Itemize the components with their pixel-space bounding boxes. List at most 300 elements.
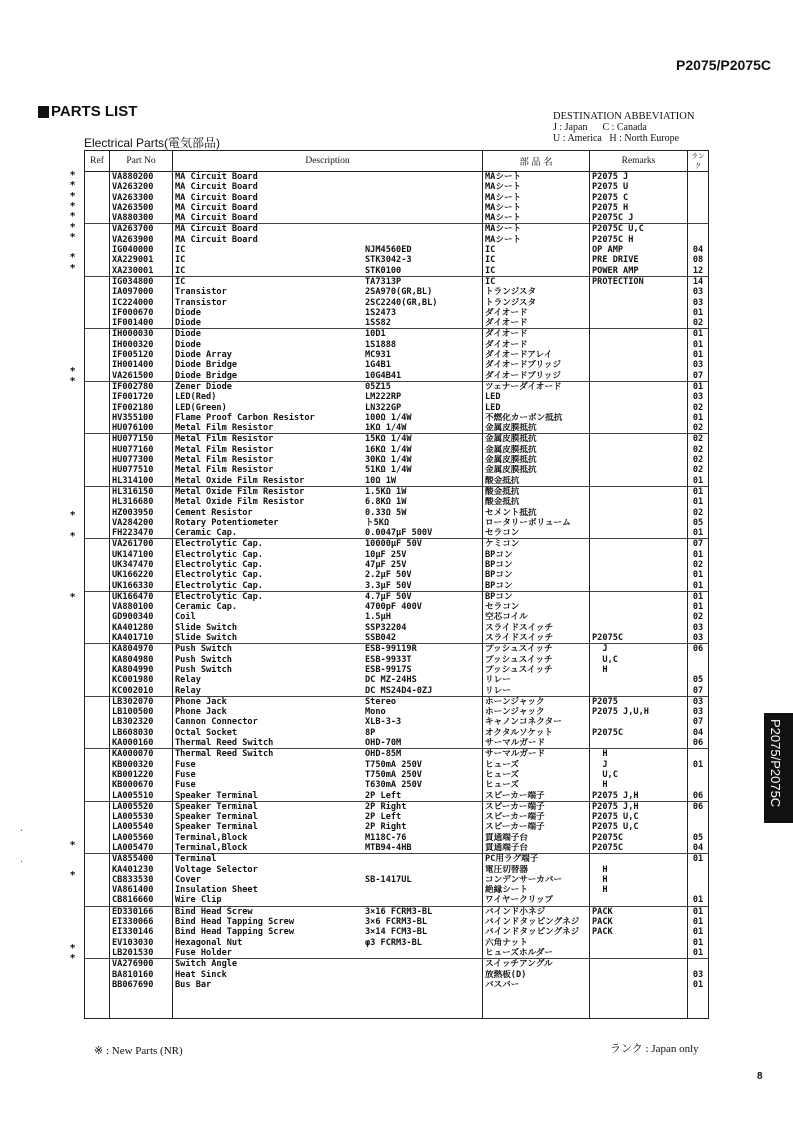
remarks-cell <box>590 518 688 528</box>
description-text: Diode Array <box>175 350 232 361</box>
ref-cell <box>85 917 110 927</box>
jp-name-cell: リレー <box>483 675 590 685</box>
rank-cell: 02 <box>688 423 709 434</box>
jp-name-cell: IC <box>483 276 590 287</box>
description-cell <box>173 865 483 875</box>
remarks-cell: P2075C <box>590 633 688 644</box>
value-text: 4.7μF 50V <box>365 591 412 602</box>
description-text: Metal Film Resistor <box>175 455 274 466</box>
remarks-cell <box>590 298 688 308</box>
description-text: IC <box>175 245 186 256</box>
description-text: Bind Head Tapping Screw <box>175 917 294 928</box>
ref-cell <box>85 948 110 959</box>
jp-name-cell: 電圧切替器 <box>483 865 590 875</box>
table-row <box>85 644 709 655</box>
description-cell <box>173 235 483 245</box>
value-text: Stereo <box>365 696 397 707</box>
description-text: Cover <box>175 874 201 885</box>
jp-name-cell: スイッチアングル <box>483 959 590 970</box>
new-part-marker: * <box>70 592 76 604</box>
new-part-marker: * <box>70 221 76 233</box>
new-part-marker: * <box>70 942 76 954</box>
description-cell <box>173 550 483 560</box>
value-text: 2P Right <box>365 801 407 812</box>
rank-cell <box>688 749 709 760</box>
jp-name-cell: バインド小ネジ <box>483 906 590 917</box>
value-text: 10G4B41 <box>365 370 402 381</box>
jp-name-cell: LED <box>483 392 590 402</box>
rank-cell: 05 <box>688 675 709 685</box>
table-row <box>85 182 709 192</box>
part-number-cell: BA810160 <box>110 970 173 980</box>
ref-cell <box>85 381 110 392</box>
description-text: Speaker Terminal <box>175 812 258 823</box>
jp-name-cell: ケミコン <box>483 539 590 550</box>
col-header-jp-name: 部 品 名 <box>483 151 590 172</box>
part-number-cell: KB000320 <box>110 760 173 770</box>
table-row <box>85 550 709 560</box>
rank-cell: 01 <box>688 340 709 350</box>
side-tab-label: P2075/P2075C <box>768 719 783 808</box>
jp-name-cell: ツェナーダイオード <box>483 381 590 392</box>
rank-cell <box>688 665 709 675</box>
new-parts-note: ※ : New Parts (NR) <box>94 1045 183 1057</box>
new-part-marker: * <box>70 252 76 264</box>
ref-cell <box>85 675 110 685</box>
rank-cell: 01 <box>688 948 709 959</box>
value-text: DC MS24D4-0ZJ <box>365 685 433 696</box>
remarks-cell: PRE DRIVE <box>590 255 688 265</box>
ref-cell <box>85 350 110 360</box>
remarks-cell: P2075C <box>590 843 688 854</box>
jp-name-cell: スピーカー端子 <box>483 791 590 802</box>
jp-name-cell: プッシュスイッチ <box>483 665 590 675</box>
table-row <box>85 371 709 382</box>
destination-line-1: J : Japan C : Canada <box>553 122 647 133</box>
remarks-cell <box>590 318 688 329</box>
col-header-rank: ランク <box>688 151 709 172</box>
new-part-marker: * <box>70 376 76 387</box>
ref-cell <box>85 287 110 297</box>
jp-name-cell: プッシュスイッチ <box>483 644 590 655</box>
jp-name-cell: IC <box>483 255 590 265</box>
new-part-marker: * <box>70 509 76 521</box>
jp-name-cell: 酸金抵抗 <box>483 497 590 507</box>
ref-cell <box>85 875 110 885</box>
part-number-cell: HV355100 <box>110 413 173 423</box>
ref-cell <box>85 570 110 580</box>
table-row <box>85 612 709 622</box>
jp-name-cell: 金属皮膜抵抗 <box>483 465 590 475</box>
ref-cell <box>85 696 110 707</box>
value-text: 1.5μH <box>365 612 391 623</box>
section-title-text: PARTS LIST <box>51 103 138 120</box>
ref-cell <box>85 927 110 937</box>
table-row <box>85 980 709 1019</box>
jp-name-cell: 金属皮膜抵抗 <box>483 423 590 434</box>
ref-cell <box>85 455 110 465</box>
jp-name-cell: 放熱板(D) <box>483 970 590 980</box>
description-cell <box>173 465 483 475</box>
jp-name-cell: ダイオードブリッジ <box>483 360 590 370</box>
ref-cell <box>85 213 110 224</box>
ref-cell <box>85 560 110 570</box>
jp-name-cell: 貫通端子台 <box>483 843 590 854</box>
description-cell <box>173 612 483 622</box>
remarks-cell: P2075 C <box>590 193 688 203</box>
ref-cell <box>85 581 110 592</box>
description-text: Phone Jack <box>175 696 227 707</box>
value-text: T750mA 250V <box>365 759 422 770</box>
description-cell <box>173 245 483 255</box>
description-cell <box>173 591 483 602</box>
ref-cell <box>85 770 110 780</box>
description-text: Phone Jack <box>175 707 227 718</box>
description-cell <box>173 707 483 717</box>
part-number-cell: HU077510 <box>110 465 173 475</box>
description-text: Metal Oxide Film Resistor <box>175 497 305 508</box>
description-text: MA Circuit Board <box>175 202 258 213</box>
jp-name-cell: 絶縁シート <box>483 885 590 895</box>
remarks-cell <box>590 476 688 487</box>
remarks-cell: PACK <box>590 906 688 917</box>
description-cell <box>173 455 483 465</box>
description-text: Coil <box>175 612 196 623</box>
rank-cell <box>688 959 709 970</box>
table-row <box>85 895 709 906</box>
part-number-cell: LB608030 <box>110 728 173 738</box>
ref-cell <box>85 655 110 665</box>
remarks-cell: P2075 J,U,H <box>590 707 688 717</box>
jp-name-cell: セラコン <box>483 602 590 612</box>
remarks-cell <box>590 329 688 340</box>
remarks-cell <box>590 350 688 360</box>
description-text: Transistor <box>175 297 227 308</box>
part-number-cell: IC224000 <box>110 298 173 308</box>
rank-cell: 01 <box>688 906 709 917</box>
ref-cell <box>85 276 110 287</box>
part-number-cell: IF002780 <box>110 381 173 392</box>
remarks-cell: PACK <box>590 927 688 937</box>
value-text: 4700pF 400V <box>365 602 422 613</box>
ref-cell <box>85 686 110 697</box>
part-number-cell: XA230001 <box>110 266 173 277</box>
value-text: STK0100 <box>365 265 402 276</box>
ref-cell <box>85 497 110 507</box>
rank-cell: 01 <box>688 350 709 360</box>
table-row <box>85 465 709 475</box>
jp-name-cell: 貫通端子台 <box>483 833 590 843</box>
remarks-cell <box>590 360 688 370</box>
value-text: 2SA970(GR,BL) <box>365 287 433 298</box>
rank-cell: 03 <box>688 623 709 633</box>
rank-cell: 08 <box>688 255 709 265</box>
part-number-cell: UK166330 <box>110 581 173 592</box>
remarks-cell: H <box>590 885 688 895</box>
value-text: 05Z15 <box>365 381 391 392</box>
rank-cell: 03 <box>688 287 709 297</box>
ref-cell <box>85 780 110 790</box>
value-text: 1G4B1 <box>365 360 391 371</box>
table-row <box>85 255 709 265</box>
table-row <box>85 906 709 917</box>
ref-cell <box>85 413 110 423</box>
table-row <box>85 560 709 570</box>
jp-name-cell: コンデンサーカバー <box>483 875 590 885</box>
table-row <box>85 486 709 497</box>
value-text: 47μF 25V <box>365 559 407 570</box>
part-number-cell: ED330166 <box>110 906 173 917</box>
jp-name-cell: PC用ラグ端子 <box>483 854 590 865</box>
remarks-cell <box>590 675 688 685</box>
col-header-remarks: Remarks <box>590 151 688 172</box>
description-text: Ceramic Cap. <box>175 528 238 539</box>
table-row <box>85 508 709 518</box>
remarks-cell: H <box>590 749 688 760</box>
table-row <box>85 833 709 843</box>
remarks-cell <box>590 602 688 612</box>
table-row <box>85 445 709 455</box>
col-header-part-no: Part No <box>110 151 173 172</box>
jp-name-cell: ダイオードブリッジ <box>483 371 590 382</box>
jp-name-cell: BPコン <box>483 560 590 570</box>
description-cell <box>173 938 483 948</box>
ref-cell <box>85 749 110 760</box>
jp-name-cell: ヒューズホルダー <box>483 948 590 959</box>
table-row <box>85 770 709 780</box>
ref-cell <box>85 906 110 917</box>
description-cell <box>173 906 483 917</box>
description-cell <box>173 497 483 507</box>
description-cell <box>173 203 483 213</box>
value-text: ESB-99119R <box>365 644 417 655</box>
destination-legend <box>553 111 694 144</box>
description-cell <box>173 423 483 434</box>
part-number-cell: VA880200 <box>110 172 173 183</box>
jp-name-cell: スライドスイッチ <box>483 623 590 633</box>
description-cell <box>173 791 483 802</box>
table-row <box>85 318 709 329</box>
value-text: OHD-85M <box>365 749 402 760</box>
value-text: 51KΩ 1/4W <box>365 465 412 476</box>
description-cell <box>173 875 483 885</box>
table-header-row <box>85 151 709 172</box>
jp-name-cell: 酸金抵抗 <box>483 476 590 487</box>
remarks-cell <box>590 381 688 392</box>
jp-name-cell: トランジスタ <box>483 298 590 308</box>
part-number-cell: HU076100 <box>110 423 173 434</box>
remarks-cell: P2075 U <box>590 182 688 192</box>
table-row <box>85 245 709 255</box>
value-text: 10000μF 50V <box>365 539 422 550</box>
part-number-cell: IF001720 <box>110 392 173 402</box>
part-number-cell: UK166470 <box>110 591 173 602</box>
rank-cell <box>688 203 709 213</box>
remarks-cell <box>590 528 688 539</box>
description-cell <box>173 329 483 340</box>
rank-cell: 01 <box>688 486 709 497</box>
description-text: Speaker Terminal <box>175 822 258 833</box>
description-cell <box>173 770 483 780</box>
table-row <box>85 927 709 937</box>
new-part-marker: * <box>70 839 76 851</box>
part-number-cell: EV103030 <box>110 938 173 948</box>
remarks-cell <box>590 738 688 749</box>
description-cell <box>173 213 483 224</box>
table-row <box>85 298 709 308</box>
jp-name-cell: ロータリーボリューム <box>483 518 590 528</box>
description-text: Cement Resistor <box>175 507 253 518</box>
part-number-cell: LB302320 <box>110 717 173 727</box>
jp-name-cell: ダイオードアレイ <box>483 350 590 360</box>
table-row <box>85 539 709 550</box>
rank-cell: 05 <box>688 833 709 843</box>
part-number-cell: LA005530 <box>110 812 173 822</box>
description-text: Electrolytic Cap. <box>175 559 263 570</box>
jp-name-cell: ダイオード <box>483 329 590 340</box>
rank-cell <box>688 213 709 224</box>
value-text: 16KΩ 1/4W <box>365 444 412 455</box>
part-number-cell: IG034800 <box>110 276 173 287</box>
part-number-cell: HL316680 <box>110 497 173 507</box>
jp-name-cell: MAシート <box>483 172 590 183</box>
ref-cell <box>85 707 110 717</box>
rank-cell: 01 <box>688 329 709 340</box>
part-number-cell: FH223470 <box>110 528 173 539</box>
remarks-cell: POWER AMP <box>590 266 688 277</box>
description-cell <box>173 403 483 413</box>
remarks-cell <box>590 371 688 382</box>
ref-cell <box>85 801 110 812</box>
ref-cell <box>85 843 110 854</box>
table-row <box>85 760 709 770</box>
jp-name-cell: ホーンジャック <box>483 696 590 707</box>
description-text: Fuse Holder <box>175 947 232 958</box>
remarks-cell: H <box>590 780 688 790</box>
rank-cell: 02 <box>688 465 709 475</box>
description-cell <box>173 308 483 318</box>
remarks-cell <box>590 560 688 570</box>
part-number-cell: LA005470 <box>110 843 173 854</box>
part-number-cell: KA401280 <box>110 623 173 633</box>
ref-cell <box>85 623 110 633</box>
parts-table <box>84 150 709 1019</box>
description-cell <box>173 276 483 287</box>
description-cell <box>173 560 483 570</box>
part-number-cell: KA401230 <box>110 865 173 875</box>
ref-cell <box>85 612 110 622</box>
remarks-cell: P2075C J <box>590 213 688 224</box>
table-row <box>85 780 709 790</box>
remarks-cell: P2075C <box>590 728 688 738</box>
remarks-cell <box>590 465 688 475</box>
remarks-cell <box>590 970 688 980</box>
part-number-cell: VA263200 <box>110 182 173 192</box>
parts-table-body <box>85 172 709 1019</box>
table-row <box>85 696 709 707</box>
description-text: Switch Angle <box>175 959 238 970</box>
ref-cell <box>85 203 110 213</box>
table-row <box>85 392 709 402</box>
remarks-cell: U,C <box>590 655 688 665</box>
description-text: Ceramic Cap. <box>175 602 238 613</box>
rank-cell: 02 <box>688 403 709 413</box>
part-number-cell: KB001220 <box>110 770 173 780</box>
margin-dot: · <box>20 826 24 837</box>
part-number-cell: HU077300 <box>110 455 173 465</box>
table-row <box>85 854 709 865</box>
description-text: Electrolytic Cap. <box>175 549 263 560</box>
ref-cell <box>85 644 110 655</box>
description-cell <box>173 822 483 832</box>
new-part-marker: * <box>70 211 76 223</box>
new-part-marker: * <box>70 180 76 192</box>
table-row <box>85 434 709 445</box>
ref-cell <box>85 340 110 350</box>
table-row <box>85 455 709 465</box>
value-text: 2P Left <box>365 790 402 801</box>
remarks-cell <box>590 570 688 580</box>
ref-cell <box>85 508 110 518</box>
description-cell <box>173 801 483 812</box>
col-header-ref: Ref <box>85 151 110 172</box>
part-number-cell: IF005120 <box>110 350 173 360</box>
description-cell <box>173 434 483 445</box>
value-text: XLB-3-3 <box>365 717 402 728</box>
value-text: DC MZ-24HS <box>365 675 417 686</box>
remarks-cell: P2075 J,H <box>590 791 688 802</box>
description-cell <box>173 318 483 329</box>
rank-cell: 01 <box>688 308 709 318</box>
description-text: Diode <box>175 329 201 340</box>
ref-cell <box>85 182 110 192</box>
jp-name-cell: MAシート <box>483 235 590 245</box>
table-row <box>85 686 709 697</box>
rank-cell: 03 <box>688 360 709 370</box>
description-cell <box>173 445 483 455</box>
rank-cell <box>688 780 709 790</box>
table-row <box>85 287 709 297</box>
remarks-cell: H <box>590 665 688 675</box>
ref-cell <box>85 528 110 539</box>
description-text: Diode <box>175 318 201 329</box>
table-row <box>85 518 709 528</box>
description-cell <box>173 959 483 970</box>
description-text: Terminal <box>175 854 217 865</box>
rank-cell <box>688 182 709 192</box>
table-row <box>85 172 709 183</box>
description-cell <box>173 623 483 633</box>
jp-name-cell: スライドスイッチ <box>483 633 590 644</box>
description-text: Electrolytic Cap. <box>175 580 263 591</box>
description-cell <box>173 644 483 655</box>
value-text: 0.33Ω 5W <box>365 507 407 518</box>
table-row <box>85 581 709 592</box>
rank-cell <box>688 770 709 780</box>
ref-cell <box>85 970 110 980</box>
description-cell <box>173 581 483 592</box>
ref-cell <box>85 539 110 550</box>
description-text: Speaker Terminal <box>175 790 258 801</box>
value-text: 6.8KΩ 1W <box>365 497 407 508</box>
ref-cell <box>85 193 110 203</box>
rank-cell: 01 <box>688 760 709 770</box>
description-cell <box>173 392 483 402</box>
part-number-cell: VA880300 <box>110 213 173 224</box>
rank-cell: 01 <box>688 570 709 580</box>
remarks-cell <box>590 686 688 697</box>
rank-cell: 07 <box>688 539 709 550</box>
